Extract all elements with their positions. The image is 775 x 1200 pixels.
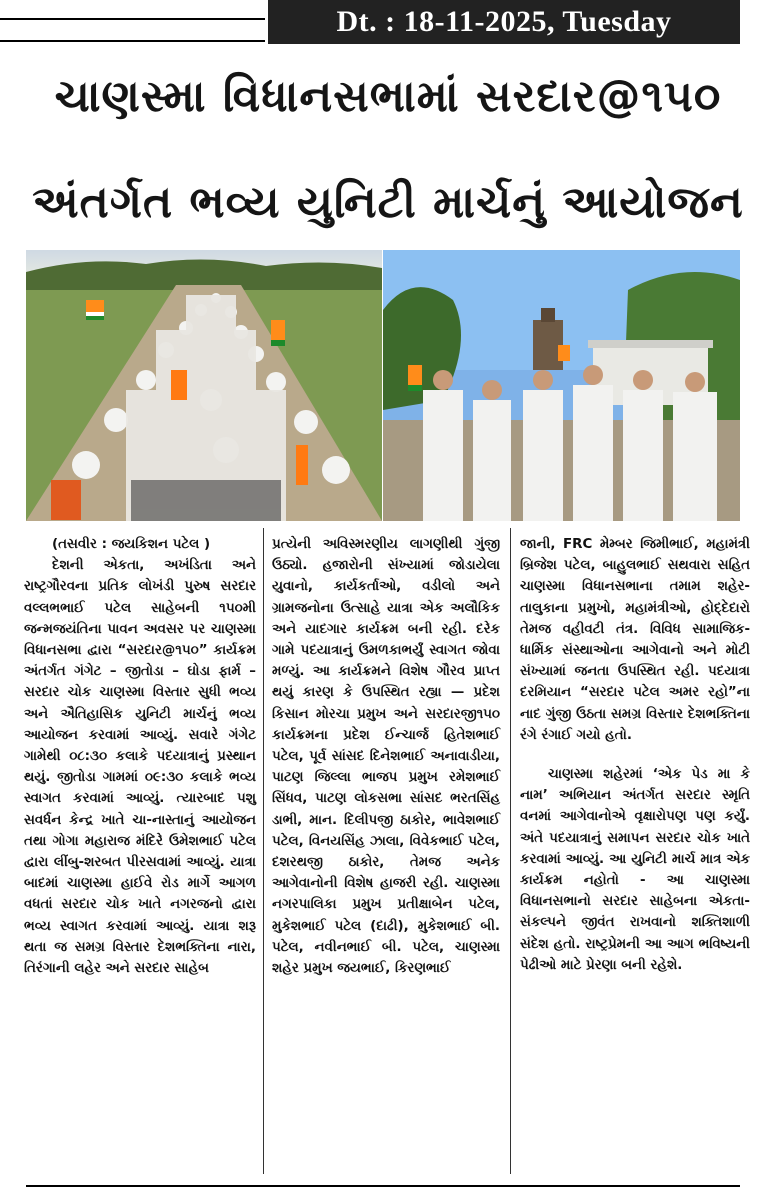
column-divider bbox=[510, 528, 511, 1174]
article-paragraph: દેશની એકતા, અખંડિતા અને રાષ્ટ્રગૌરવના પ્રતિક લોખંડી પુરુષ સરદાર વલ્લભભાઈ પટેલ સાહેબની ૧૫૦મી જન્મજયંતિના પાવન અવસર પર ચાણસ્મા વિધાનસભા દ્વારા “સરદાર@૧૫૦” કાર્યક્રમ અંતર્ગત ગંગેટ – જીતોડા – ઘોડા ફાર્મ – સરદાર ચોક ચાણસ્મા વિસ્તાર સુધી ભવ્ય અને ઐતિહાસિક યુનિટી માર્ચનું ભવ્ય આયોજન કરવામાં આવ્યું. સવારે ગંગેટ ગામેથી ૦૮:૩૦ કલાકે પદયાત્રાનું પ્રસ્થાન થયું. જીતોડા ગામમાં ૦૯:૩૦ કલાકે ભવ્ય સ્વાગત કરવામાં આવ્યું. ત્યારબાદ પશુ સવર્ધન કેન્દ્ર ખાતે ચા-નાસ્તાનું આયોજન તથા ગોગા મહારાજ મંદિરે ઉમેશભાઈ પટેલ દ્વારા લીંબુ-શરબત પીરસવામાં આવ્યું. યાત્રા બાદમાં ચાણસ્મા હાઈવે રોડ માર્ગે આગળ વધતાં સરદાર ચોક ખાતે નગરજનો દ્વારા ભવ્ય સ્વાગત કરવામાં આવ્યું. યાત્રા શરૂ થતા જ સમગ્ર વિસ્તાર દેશભક્તિના નારા, તિરંગાની લહેર અને સરદાર સાહેબ bbox=[24, 558, 256, 977]
group-photo-statue bbox=[383, 250, 740, 521]
headline-line-1: ચાણસ્મા વિધાનસભામાં સરદાર@૧૫૦ bbox=[54, 71, 722, 122]
dateline-rule bbox=[0, 18, 265, 42]
bottom-rule bbox=[26, 1185, 740, 1187]
dateline-bar bbox=[0, 0, 775, 44]
headline-line-2: અંતર્ગત ભવ્ય યુનિટી માર્ચનું આયોજન bbox=[32, 177, 744, 228]
article-paragraph: ચાણસ્મા શહેરમાં ‘એક પેડ મા કે નામ’ અભિયાન અંતર્ગત સરદાર સ્મૃતિ વનમાં આગેવાનોએ વૃક્ષારોપણ પણ કર્યું. અંતે પદયાત્રાનું સમાપન સરદાર ચોક ખાતે કરવામાં આવ્યું. આ યુનિટી માર્ચ માત્ર એક કાર્યક્રમ નહોતો - આ ચાણસ્મા વિધાનસભાનો સરદાર સાહેબના એકતા-સંકલ્પને જીવંત રાખવાનો શક્તિશાળી સંદેશ હતો. રાષ્ટ્રપ્રેમની આ આગ ભવિષ્યની પેઢીઓ માટે પ્રેરણા બની રહેશે. bbox=[520, 767, 750, 973]
article-column-3 bbox=[520, 534, 750, 976]
article-column-2 bbox=[272, 534, 500, 979]
article-column-1 bbox=[24, 534, 256, 979]
photo-credit: (તસવીર : જયકિશન પટેલ ) bbox=[52, 537, 211, 552]
column-divider bbox=[263, 528, 264, 1174]
issue-date: Dt. : 18-11-2025, Tuesday bbox=[268, 0, 740, 44]
article-paragraph: પ્રત્યેની અવિસ્મરણીય લાગણીથી ગુંજી ઉઠ્યો. હજારોની સંખ્યામાં જોડાયેલા યુવાનો, કાર્યકર્તાઓ, વડીલો અને ગ્રામજનોના ઉત્સાહે યાત્રા એક અલૌકિક અને યાદગાર કાર્યક્રમ બની રહી. દરેક ગામે પદયાત્રાનું ઉમળકાભર્યું સ્વાગત જોવા મળ્યું. આ કાર્યક્રમને વિશેષ ગૌરવ પ્રાપ્ત થયું કારણ કે ઉપસ્થિત રહ્યા — પ્રદેશ કિસાન મોરચા પ્રમુખ અને સરદારજી૧૫૦ કાર્યક્રમના પ્રદેશ ઈન્ચાર્જ હિતેશભાઈ પટેલ, પૂર્વ સાંસદ દિનેશભાઈ અનાવાડીયા, પાટણ જિલ્લા ભાજપ પ્રમુખ રમેશભાઈ સિંધવ, પાટણ લોકસભા સાંસદ ભરતસિંહ ડાભી, માન. દિલીપજી ઠાકોર, ભાવેશભાઈ પટેલ, વિનયસિંહ ઝાલા, વિવેકભાઈ પટેલ, દશરથજી ઠાકોર, તેમજ અનેક આગેવાનોની વિશેષ હાજરી રહી. ચાણસ્મા નગરપાલિકા પ્રમુખ પ્રતીક્ષાબેન પટેલ, મુકેશભાઈ પટેલ (દાઢી), મુકેશભાઈ બી. પટેલ, નવીનભાઈ બી. પટેલ, ચાણસ્મા શહેર પ્રમુખ જયભાઈ, કિરણભાઈ bbox=[272, 537, 500, 977]
article-paragraph: જાની, FRC મેમ્બર જિમીભાઈ, મહામંત્રી બ્રિજેશ પટેલ, બાહુલભાઈ સથવારા સહિત ચાણસ્મા વિધાનસભાના તમામ શહેર-તાલુકાના પ્રમુખો, મહામંત્રીઓ, હોદ્દેદારો તેમજ વહીવટી તંત્ર. વિવિધ સામાજિક-ધાર્મિક સંસ્થાઓના આગેવાનો અને મોટી સંખ્યામાં જનતા ઉપસ્થિત રહી. પદયાત્રા દરમિયાન “સરદાર પટેલ અમર રહો”ના નાદ ગુંજી ઉઠતા સમગ્ર વિસ્તાર દેશભક્તિના રંગે રંગાઈ ગયો હતો. bbox=[520, 537, 750, 743]
march-crowd-photo bbox=[26, 250, 382, 521]
